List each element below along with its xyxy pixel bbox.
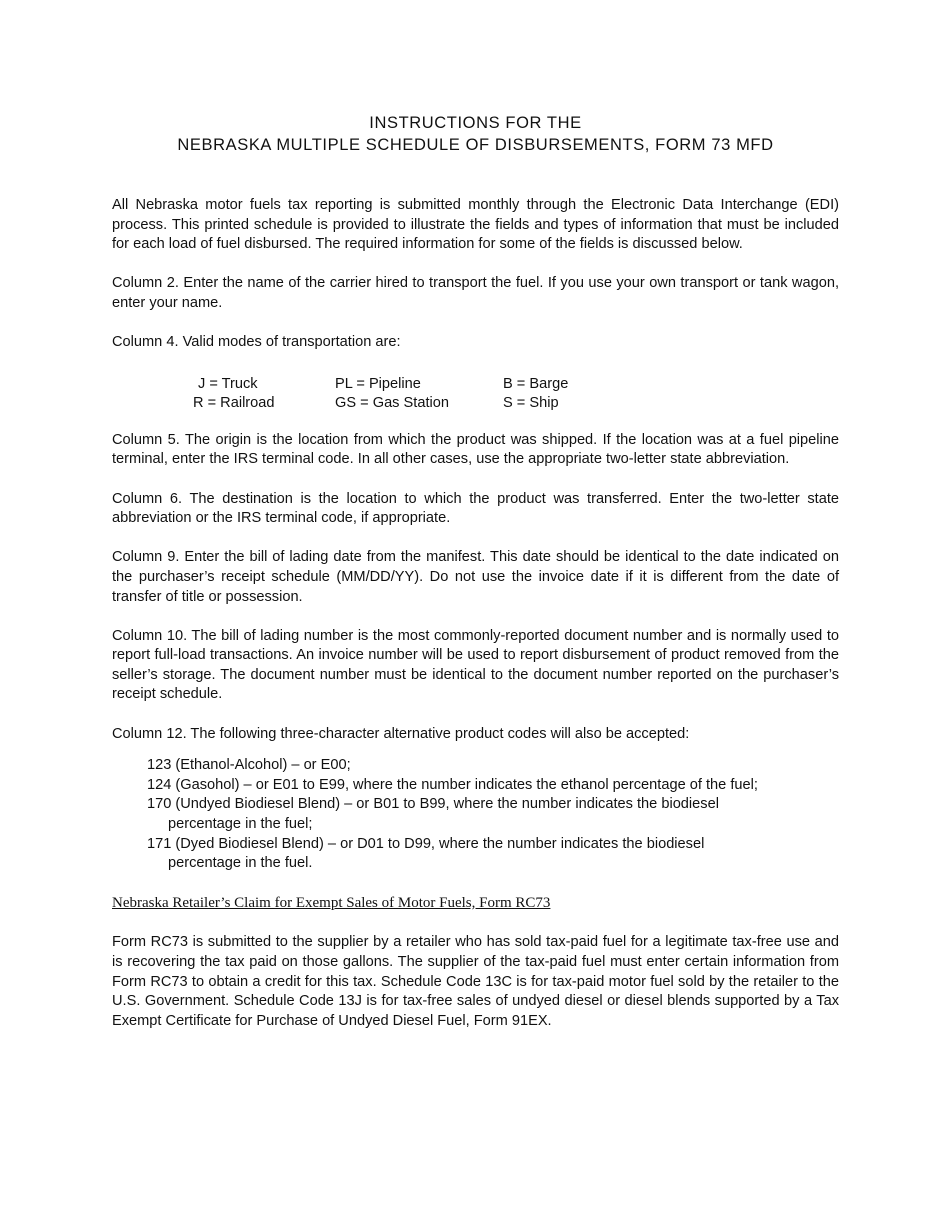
code-124: 124 (Gasohol) – or E01 to E99, where the number indicates the ethanol percentage of the fuel; bbox=[147, 776, 758, 793]
rc73-paragraph: Form RC73 is submitted to the supplier by a retailer who has sold tax-paid fuel for a legitimate tax-free use and is recovering the tax paid on those gallons. The supplier of the tax-paid fuel must enter certain information from Form RC73 to obtain a credit for this tax. Schedule Code 13C is for tax-paid motor fuel sold by the retailer to the U.S. Government. Schedule Code 13J is for tax-free sales of undyed diesel or diesel blends supported by a Tax Exempt Certificate for Purchase of Undyed Diesel Fuel, Form 91EX. bbox=[112, 934, 839, 1029]
column-9-paragraph: Column 9. Enter the bill of lading date from the manifest. This date should be identical to the date indicated on the purchaser’s receipt schedule (MM/DD/YY). Do not use the invoice date if it is different from the date of transfer of title or possession. bbox=[112, 549, 839, 605]
transport-modes-table bbox=[112, 375, 839, 415]
mode-barge: B = Barge bbox=[503, 375, 569, 392]
code-171-continuation: percentage in the fuel. bbox=[168, 855, 313, 872]
column-12-paragraph: Column 12. The following three-character alternative product codes will also be accepted: bbox=[112, 725, 690, 742]
column-2-paragraph: Column 2. Enter the name of the carrier hired to transport the fuel. If you use your own transport or tank wagon, enter your name. bbox=[112, 275, 839, 311]
document-title bbox=[112, 112, 839, 156]
code-170-continuation: percentage in the fuel; bbox=[168, 816, 313, 833]
code-171: 171 (Dyed Biodiesel Blend) – or D01 to D99, where the number indicates the biodiesel bbox=[147, 835, 705, 852]
mode-ship: S = Ship bbox=[503, 395, 559, 412]
column-6-paragraph: Column 6. The destination is the location to which the product was transferred. Enter the two-letter state abbreviation or the IRS terminal code, if appropriate. bbox=[112, 490, 839, 527]
document-page bbox=[112, 112, 839, 1051]
column-10-paragraph: Column 10. The bill of lading number is the most commonly-reported document number and is normally used to report full-load transactions. An invoice number will be used to report disbursement of product removed from the seller’s storage. The document number must be identical to the document number reported on the purchaser’s receipt schedule. bbox=[112, 627, 839, 703]
code-123: 123 (Ethanol-Alcohol) – or E00; bbox=[147, 757, 351, 774]
title-line-1: INSTRUCTIONS FOR THE bbox=[369, 114, 582, 132]
list-item bbox=[147, 795, 839, 834]
mode-truck: J = Truck bbox=[198, 375, 258, 392]
product-codes-list bbox=[147, 756, 839, 874]
mode-gas-station: GS = Gas Station bbox=[335, 395, 449, 412]
column-4-paragraph: Column 4. Valid modes of transportation are: bbox=[112, 334, 401, 351]
list-item bbox=[147, 776, 839, 796]
intro-paragraph: All Nebraska motor fuels tax reporting is submitted monthly through the Electronic Data Interchange (EDI) process. This printed schedule is provided to illustrate the fields and types of information that must be included for each load of fuel disbursed. The required information for some of the fields is discussed below. bbox=[112, 197, 839, 253]
list-item bbox=[147, 756, 839, 776]
code-170: 170 (Undyed Biodiesel Blend) – or B01 to B99, where the number indicates the biodiesel bbox=[147, 796, 719, 813]
title-line-2: NEBRASKA MULTIPLE SCHEDULE OF DISBURSEMENTS, FORM 73 MFD bbox=[177, 136, 774, 154]
mode-pipeline: PL = Pipeline bbox=[335, 375, 421, 392]
list-item bbox=[147, 835, 839, 874]
column-5-paragraph: Column 5. The origin is the location from which the product was shipped. If the location was at a fuel pipeline terminal, enter the IRS terminal code. In all other cases, use the appropriate two-letter state abbreviation. bbox=[112, 431, 839, 468]
rc73-subheading: Nebraska Retailer’s Claim for Exempt Sales of Motor Fuels, Form RC73 bbox=[112, 894, 551, 911]
mode-railroad: R = Railroad bbox=[193, 395, 275, 412]
